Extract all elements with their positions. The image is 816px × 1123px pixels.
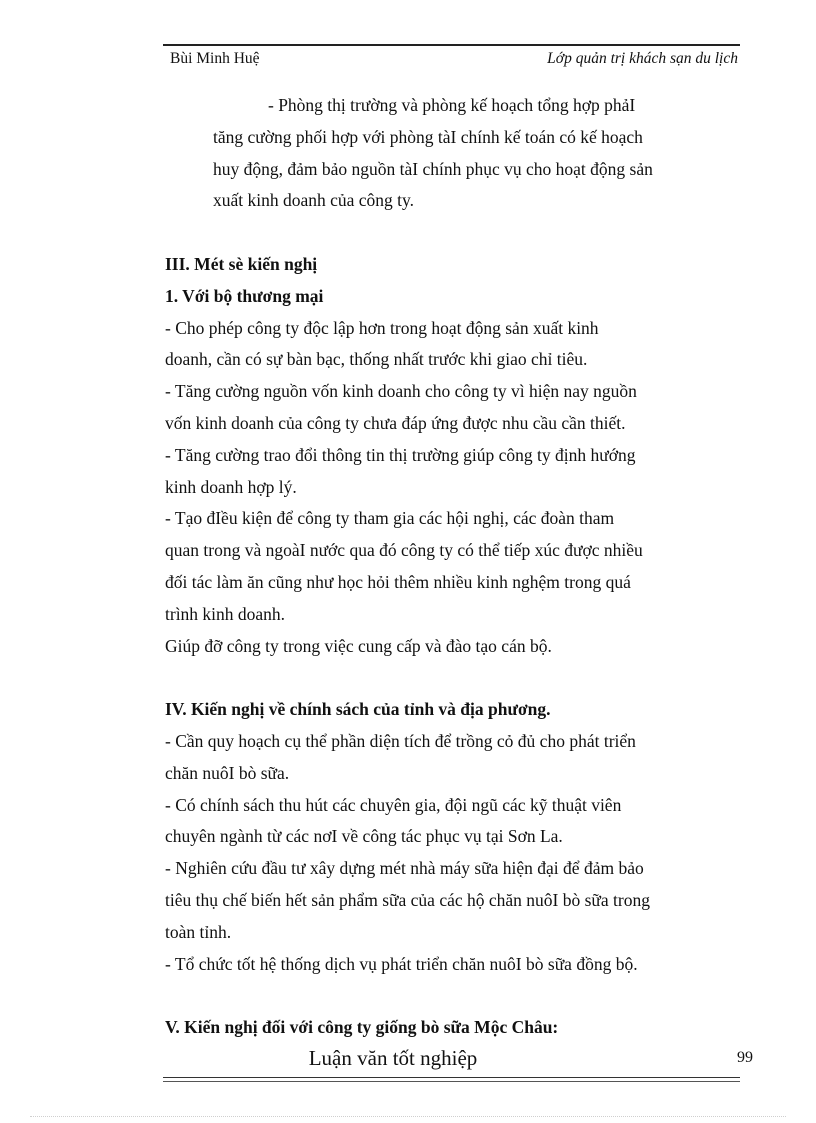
body-text: [165, 90, 740, 1044]
paragraph-line: vốn kinh doanh của công ty chưa đáp ứng được nhu cầu cần thiết.: [165, 412, 626, 433]
header-class-name: Lớp quản trị khách sạn du lịch: [547, 50, 738, 67]
paragraph-line: trình kinh doanh.: [165, 603, 286, 624]
paragraph-line: chuyên ngành từ các nơI về công tác phục vụ tại Sơn La.: [165, 826, 563, 847]
section-4-heading: IV. Kiến nghị về chính sách của tỉnh và địa phương.: [165, 699, 551, 720]
paragraph-line: - Cần quy hoạch cụ thể phần diện tích để trồng cỏ đủ cho phát triển: [165, 730, 636, 751]
paragraph-line: doanh, cần có sự bàn bạc, thống nhất trước khi giao chỉ tiêu.: [165, 349, 588, 370]
paragraph-line: - Có chính sách thu hút các chuyên gia, đội ngũ các kỹ thuật viên: [165, 794, 622, 815]
paragraph-line: - Tổ chức tốt hệ thống dịch vụ phát triển chăn nuôI bò sữa đồng bộ.: [165, 953, 638, 974]
paragraph-line: chăn nuôI bò sữa.: [165, 762, 290, 783]
intro-paragraph-line: huy động, đảm bảo nguồn tàI chính phục vụ cho hoạt động sản: [213, 158, 653, 179]
paragraph-line: toàn tỉnh.: [165, 921, 232, 942]
paragraph-line: tiêu thụ chế biến hết sản phẩm sữa của các hộ chăn nuôI bò sữa trong: [165, 889, 650, 910]
intro-paragraph-line: - Phòng thị trường và phòng kế hoạch tổng hợp phảI: [268, 95, 636, 115]
paragraph-line: - Nghiên cứu đầu tư xây dựng mét nhà máy sữa hiện đại để đảm bảo: [165, 858, 644, 879]
paragraph-line: đối tác làm ăn cũng như học hỏi thêm nhiều kinh nghệm trong quá: [165, 571, 631, 592]
header-rule: [163, 44, 740, 46]
paragraph-line: kinh doanh hợp lý.: [165, 476, 297, 497]
page-number: 99: [737, 1049, 753, 1066]
paragraph-line: quan trong và ngoàI nước qua đó công ty có thể tiếp xúc được nhiều: [165, 540, 643, 561]
footer-title-wrap: [0, 1046, 816, 1071]
footer-rule-secondary: [163, 1081, 740, 1082]
section-3-heading: III. Mét sè kiến nghị: [165, 253, 318, 274]
paragraph-line: Giúp đỡ công ty trong việc cung cấp và đào tạo cán bộ.: [165, 635, 552, 656]
intro-paragraph-line: tăng cường phối hợp với phòng tàI chính kế toán có kế hoạch: [213, 126, 643, 147]
paragraph-line: - Cho phép công ty độc lập hơn trong hoạt động sản xuất kinh: [165, 317, 599, 338]
paragraph-line: - Tăng cường nguồn vốn kinh doanh cho công ty vì hiện nay nguồn: [165, 381, 637, 402]
paragraph-line: - Tăng cường trao đổi thông tin thị trường giúp công ty định hướng: [165, 444, 636, 465]
footer-rule: [163, 1077, 740, 1078]
intro-paragraph-line: xuất kinh doanh của công ty.: [213, 190, 415, 211]
section-3-subheading: 1. Với bộ thương mại: [165, 285, 324, 306]
paragraph-line: - Tạo đIều kiện để công ty tham gia các hội nghị, các đoàn tham: [165, 508, 615, 529]
header-author: Bùi Minh Huệ: [170, 50, 260, 67]
page-edge-dotted-line: [30, 1116, 786, 1117]
section-5-heading: V. Kiến nghị đối với công ty giống bò sữa Mộc Châu:: [165, 1017, 559, 1038]
footer-title: Luận văn tốt nghiệp: [308, 1046, 478, 1070]
